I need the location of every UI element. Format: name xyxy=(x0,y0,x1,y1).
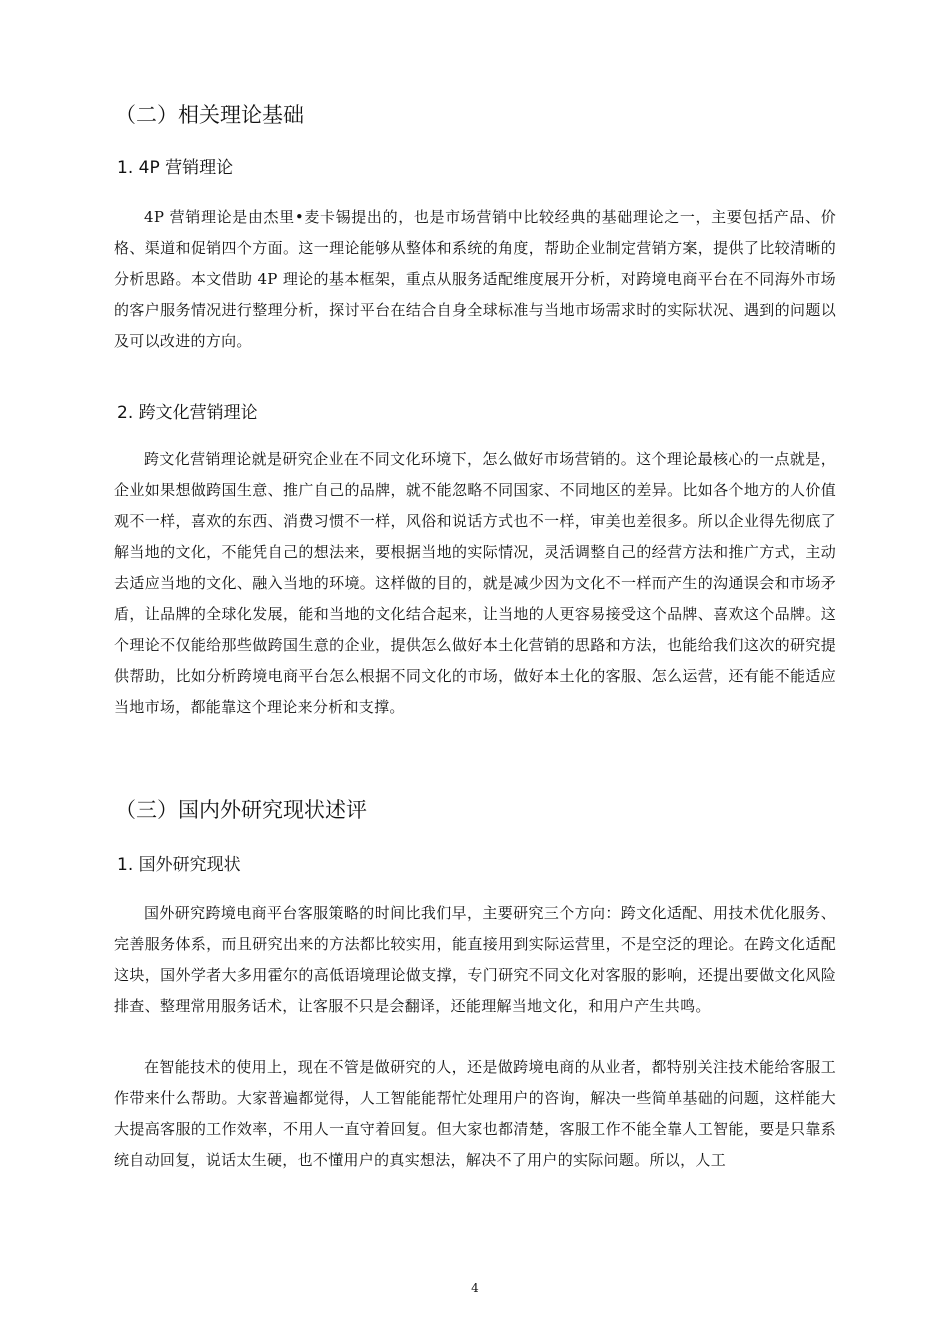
paragraph-foreign-research-2: 在智能技术的使用上，现在不管是做研究的人，还是做跨境电商的从业者，都特别关注技术能给客服工作带来什么帮助。大家普遍都觉得，人工智能能帮忙处理用户的咨询，解决一些简单基础的问题，这样能大大提高客服的工作效率，不用人一直守着回复。但大家也都清楚，客服工作不能全靠人工智能，要是只靠系统自动回复，说话太生硬，也不懂用户的真实想法，解决不了用户的实际问题。所以，人工 xyxy=(114,1058,836,1169)
page-number: 4 xyxy=(471,1281,479,1295)
subsection-heading-4p: 1. 4P 营销理论 xyxy=(117,158,234,178)
subsection-heading-cross-cultural: 2. 跨文化营销理论 xyxy=(117,403,258,423)
paragraph-foreign-research-1: 国外研究跨境电商平台客服策略的时间比我们早，主要研究三个方向：跨文化适配、用技术优化服务、完善服务体系，而且研究出来的方法都比较实用，能直接用到实际运营里，不是空泛的理论。在跨文化适配这块，国外学者大多用霍尔的高低语境理论做支撑，专门研究不同文化对客服的影响，还提出要做文化风险排查、整理常用服务话术，让客服不只是会翻译，还能理解当地文化，和用户产生共鸣。 xyxy=(114,904,836,1015)
section-heading-review: （三）国内外研究现状述评 xyxy=(115,798,367,822)
subsection-heading-foreign-research: 1. 国外研究现状 xyxy=(117,855,241,875)
section-heading-theory: （二）相关理论基础 xyxy=(115,103,304,127)
paragraph-4p-theory: 4P 营销理论是由杰里•麦卡锡提出的，也是市场营销中比较经典的基础理论之一，主要包括产品、价格、渠道和促销四个方面。这一理论能够从整体和系统的角度，帮助企业制定营销方案，提供了比较清晰的分析思路。本文借助 4P 理论的基本框架，重点从服务适配维度展开分析，对跨境电商平台在不同海外市场的客户服务情况进行整理分析，探讨平台在结合自身全球标准与当地市场需求时的实际状况、遇到的问题以及可以改进的方向。 xyxy=(114,208,836,350)
paragraph-cross-cultural-theory: 跨文化营销理论就是研究企业在不同文化环境下，怎么做好市场营销的。这个理论最核心的一点就是，企业如果想做跨国生意、推广自己的品牌，就不能忽略不同国家、不同地区的差异。比如各个地方的人价值观不一样，喜欢的东西、消费习惯不一样，风俗和说话方式也不一样，审美也差很多。所以企业得先彻底了解当地的文化，不能凭自己的想法来，要根据当地的实际情况，灵活调整自己的经营方法和推广方式，主动去适应当地的文化、融入当地的环境。这样做的目的，就是减少因为文化不一样而产生的沟通误会和市场矛盾，让品牌的全球化发展，能和当地的文化结合起来，让当地的人更容易接受这个品牌、喜欢这个品牌。这个理论不仅能给那些做跨国生意的企业，提供怎么做好本土化营销的思路和方法，也能给我们这次的研究提供帮助，比如分析跨境电商平台怎么根据不同文化的市场，做好本土化的客服、怎么运营，还有能不能适应当地市场，都能靠这个理论来分析和支撑。 xyxy=(114,450,836,716)
